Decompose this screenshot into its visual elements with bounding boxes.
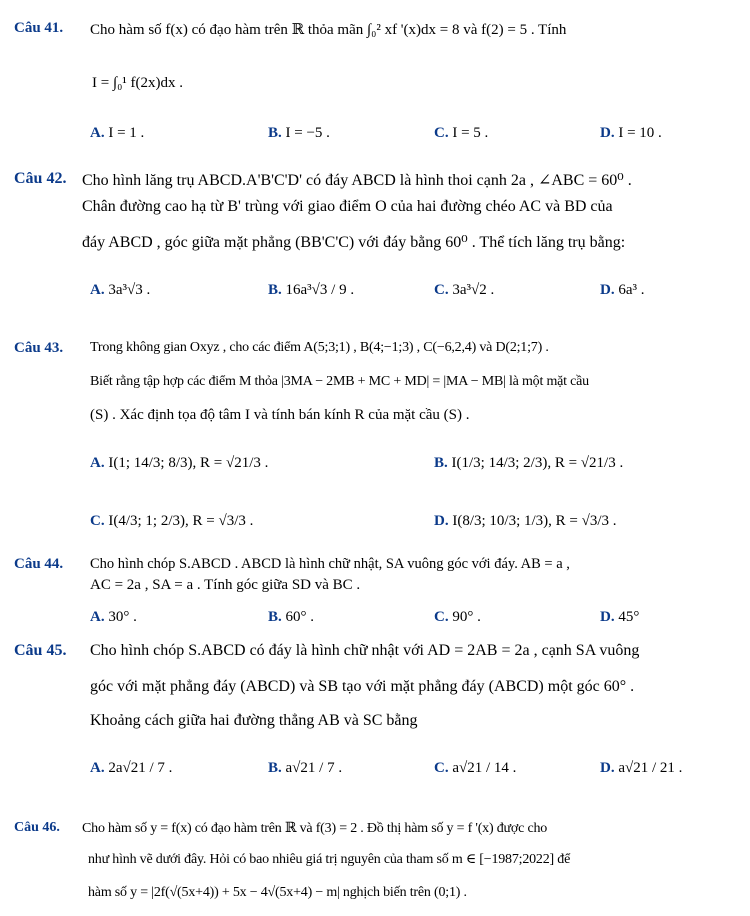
option-label: B.: [268, 125, 282, 141]
question-text: AC = 2a , SA = a . Tính góc giữa SD và BC .: [90, 577, 361, 593]
option-text: I = 1 .: [108, 125, 145, 141]
option-label: D.: [600, 760, 615, 776]
option-text: 30° .: [108, 609, 137, 625]
option-text: 6a³ .: [618, 282, 645, 298]
question-text: Biết rằng tập hợp các điểm M thỏa |3MA − 2MB + MC + MD| = |MA − MB| là một mặt cầu: [90, 374, 589, 389]
option-text: I = 10 .: [618, 125, 662, 141]
option-a[interactable]: [90, 455, 268, 472]
question-text: góc với mặt phẳng đáy (ABCD) và SB tạo với mặt phẳng đáy (ABCD) một góc 60° .: [90, 678, 635, 695]
option-c[interactable]: [434, 760, 516, 777]
option-label: A.: [90, 609, 105, 625]
option-b[interactable]: [268, 125, 330, 142]
question-text: (S) . Xác định tọa độ tâm I và tính bán kính R của mặt cầu (S) .: [90, 407, 470, 423]
option-b[interactable]: [268, 760, 342, 777]
question-text: Chân đường cao hạ từ B' trùng với giao điểm O của hai đường chéo AC và BD của: [82, 198, 613, 215]
question-number: Câu 43.: [14, 340, 64, 356]
question-number: Câu 42.: [14, 170, 67, 187]
option-d[interactable]: [600, 282, 645, 299]
question-number: Câu 44.: [14, 556, 64, 572]
option-text: 3a³√3 .: [108, 282, 151, 298]
option-text: 60° .: [285, 609, 315, 625]
question-text: như hình vẽ dưới đây. Hỏi có bao nhiêu giá trị nguyên của tham số m ∈ [−1987;2022] để: [88, 852, 571, 867]
option-d[interactable]: [434, 513, 617, 530]
option-label: D.: [600, 282, 615, 298]
question-text: hàm số y = |2f(√(5x+4)) + 5x − 4√(5x+4) − m| nghịch biến trên (0;1) .: [88, 885, 467, 900]
option-b[interactable]: [268, 282, 354, 299]
option-c[interactable]: [434, 282, 494, 299]
question-text: I = ∫₀¹ f(2x)dx .: [92, 75, 184, 91]
option-text: a√21 / 7 .: [285, 760, 343, 776]
option-a[interactable]: [90, 282, 150, 299]
question-text: Trong không gian Oxyz , cho các điểm A(5;3;1) , B(4;−1;3) , C(−6,2,4) và D(2;1;7) .: [90, 340, 549, 355]
question-text: Cho hàm số y = f(x) có đạo hàm trên ℝ và f(3) = 2 . Đồ thị hàm số y = f '(x) được cho: [82, 821, 548, 836]
option-label: B.: [268, 760, 282, 776]
option-text: 3a³√2 .: [452, 282, 495, 298]
option-label: D.: [600, 609, 615, 625]
option-label: A.: [90, 760, 105, 776]
option-label: A.: [90, 455, 105, 471]
option-d[interactable]: [600, 760, 682, 777]
option-d[interactable]: [600, 125, 662, 142]
option-label: C.: [434, 125, 449, 141]
option-label: C.: [434, 760, 449, 776]
option-label: B.: [268, 282, 282, 298]
option-text: 16a³√3 / 9 .: [285, 282, 355, 298]
option-text: a√21 / 14 .: [452, 760, 517, 776]
question-text: Khoảng cách giữa hai đường thẳng AB và SC bằng: [90, 712, 418, 729]
option-b[interactable]: [434, 455, 623, 472]
option-c[interactable]: [434, 609, 481, 626]
option-text: 90° .: [452, 609, 481, 625]
option-text: I(1/3; 14/3; 2/3), R = √21/3 .: [451, 455, 624, 471]
option-a[interactable]: [90, 760, 172, 777]
option-label: A.: [90, 125, 105, 141]
option-label: B.: [434, 455, 448, 471]
option-text: I(8/3; 10/3; 1/3), R = √3/3 .: [452, 513, 617, 529]
option-a[interactable]: [90, 609, 137, 626]
question-number: Câu 46.: [14, 820, 60, 835]
question-number: Câu 41.: [14, 20, 64, 36]
option-label: A.: [90, 282, 105, 298]
option-label: C.: [90, 513, 105, 529]
option-label: D.: [600, 125, 615, 141]
option-text: I = 5 .: [452, 125, 489, 141]
question-text: đáy ABCD , góc giữa mặt phẳng (BB'C'C) với đáy bằng 60⁰ . Thể tích lăng trụ bằng:: [82, 234, 626, 251]
option-text: 2a√21 / 7 .: [108, 760, 173, 776]
option-label: C.: [434, 609, 449, 625]
option-b[interactable]: [268, 609, 314, 626]
option-label: C.: [434, 282, 449, 298]
question-number: Câu 45.: [14, 642, 67, 659]
option-c[interactable]: [434, 125, 488, 142]
option-text: I = −5 .: [285, 125, 330, 141]
option-text: a√21 / 21 .: [618, 760, 683, 776]
option-a[interactable]: [90, 125, 144, 142]
question-text: Cho hình chóp S.ABCD có đáy là hình chữ nhật với AD = 2AB = 2a , cạnh SA vuông: [90, 642, 640, 659]
question-text: Cho hình lăng trụ ABCD.A'B'C'D' có đáy ABCD là hình thoi cạnh 2a , ∠ABC = 60⁰ .: [82, 172, 632, 189]
option-c[interactable]: [90, 513, 253, 530]
option-text: I(1; 14/3; 8/3), R = √21/3 .: [108, 455, 269, 471]
option-d[interactable]: [600, 609, 639, 626]
question-text: Cho hàm số f(x) có đạo hàm trên ℝ thỏa mãn ∫₀² xf '(x)dx = 8 và f(2) = 5 . Tính: [90, 22, 567, 38]
option-label: B.: [268, 609, 282, 625]
option-label: D.: [434, 513, 449, 529]
option-text: 45°: [618, 609, 640, 625]
option-text: I(4/3; 1; 2/3), R = √3/3 .: [108, 513, 254, 529]
question-text: Cho hình chóp S.ABCD . ABCD là hình chữ nhật, SA vuông góc với đáy. AB = a ,: [90, 556, 570, 572]
